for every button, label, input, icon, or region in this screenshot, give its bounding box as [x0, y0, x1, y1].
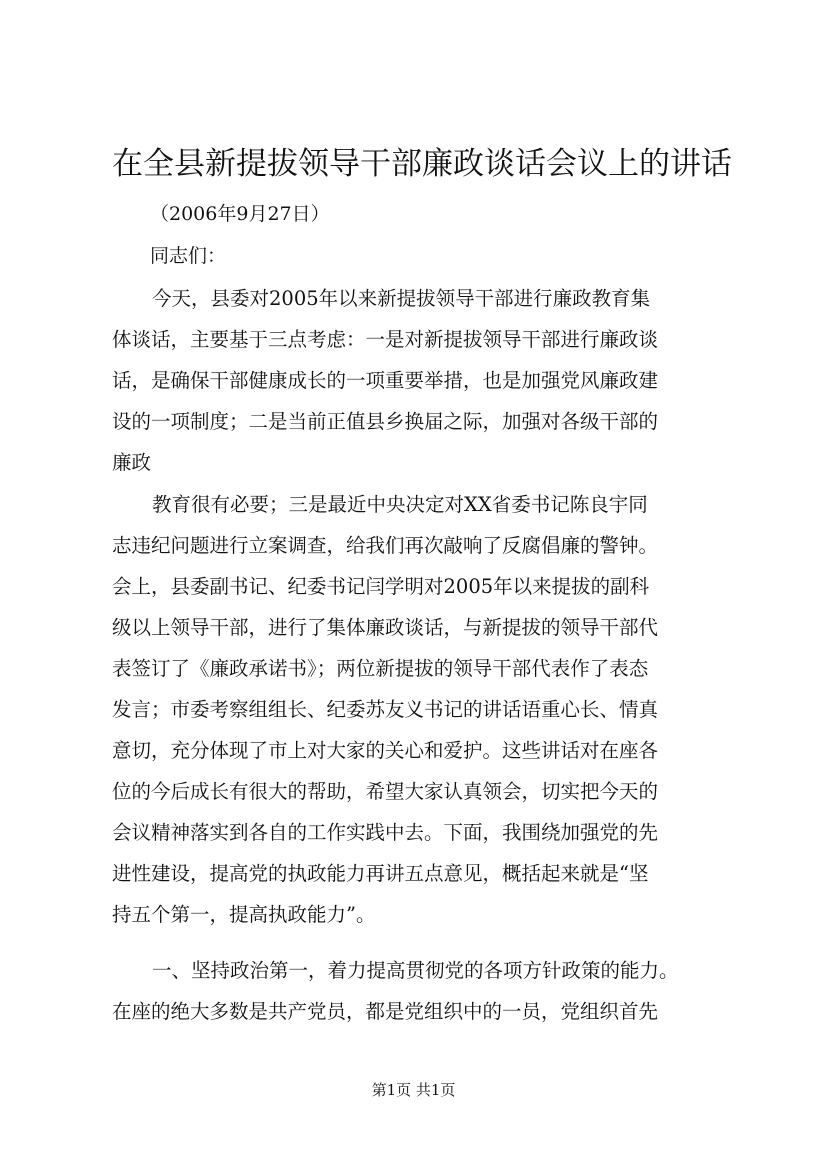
text-line: 进性建设，提高党的执政能力再讲五点意见，概括起来就是“坚 — [112, 862, 649, 885]
text-line: 话，是确保干部健康成长的一项重要举措，也是加强党风廉政建 — [112, 369, 659, 392]
paragraph-3 — [112, 950, 732, 1032]
paragraph-1 — [112, 278, 732, 483]
page-footer: 第1页 共1页 — [371, 1081, 456, 1099]
document-date: （2006年9月27日） — [150, 203, 330, 225]
text-line: 级以上领导干部，进行了集体廉政谈话，与新提拔的领导干部代 — [112, 616, 659, 639]
text-line: 发言；市委考察组组长、纪委苏友义书记的讲话语重心长、情真 — [112, 698, 659, 721]
text-line: 会上，县委副书记、纪委书记闫学明对2005年以来提拔的副科 — [112, 575, 650, 598]
text-line: 位的今后成长有很大的帮助，希望大家认真领会，切实把今天的 — [112, 780, 659, 803]
paragraph-2 — [112, 484, 732, 935]
text-line: 教育很有必要；三是最近中央决定对XX省委书记陈良宇同 — [152, 493, 648, 516]
text-line: 廉政 — [112, 451, 152, 474]
text-line: 会议精神落实到各自的工作实践中去。下面，我围绕加强党的先 — [112, 821, 659, 844]
text-line: 志违纪问题进行立案调查，给我们再次敲响了反腐倡廉的警钟。 — [112, 534, 659, 557]
document-title: 在全县新提拔领导干部廉政谈话会议上的讲话 — [112, 146, 732, 182]
text-line: 表签订了《廉政承诺书》；两位新提拔的领导干部代表作了表态 — [112, 657, 649, 680]
text-line: 一、坚持政治第一，着力提高贯彻党的各项方针政策的能力。 — [152, 959, 679, 982]
text-line: 设的一项制度；二是当前正值县乡换届之际，加强对各级干部的 — [112, 410, 659, 433]
greeting: 同志们： — [150, 245, 227, 267]
text-line: 在座的绝大多数是共产党员，都是党组织中的一员，党组织首先 — [112, 1000, 659, 1023]
text-line: 持五个第一，提高执政能力”。 — [112, 903, 376, 926]
text-line: 今天，县委对2005年以来新提拔领导干部进行廉政教育集 — [152, 287, 651, 310]
text-line: 意切，充分体现了市上对大家的关心和爱护。这些讲话对在座各 — [112, 739, 659, 762]
text-line: 体谈话，主要基于三点考虑：一是对新提拔领导干部进行廉政谈 — [112, 328, 659, 351]
